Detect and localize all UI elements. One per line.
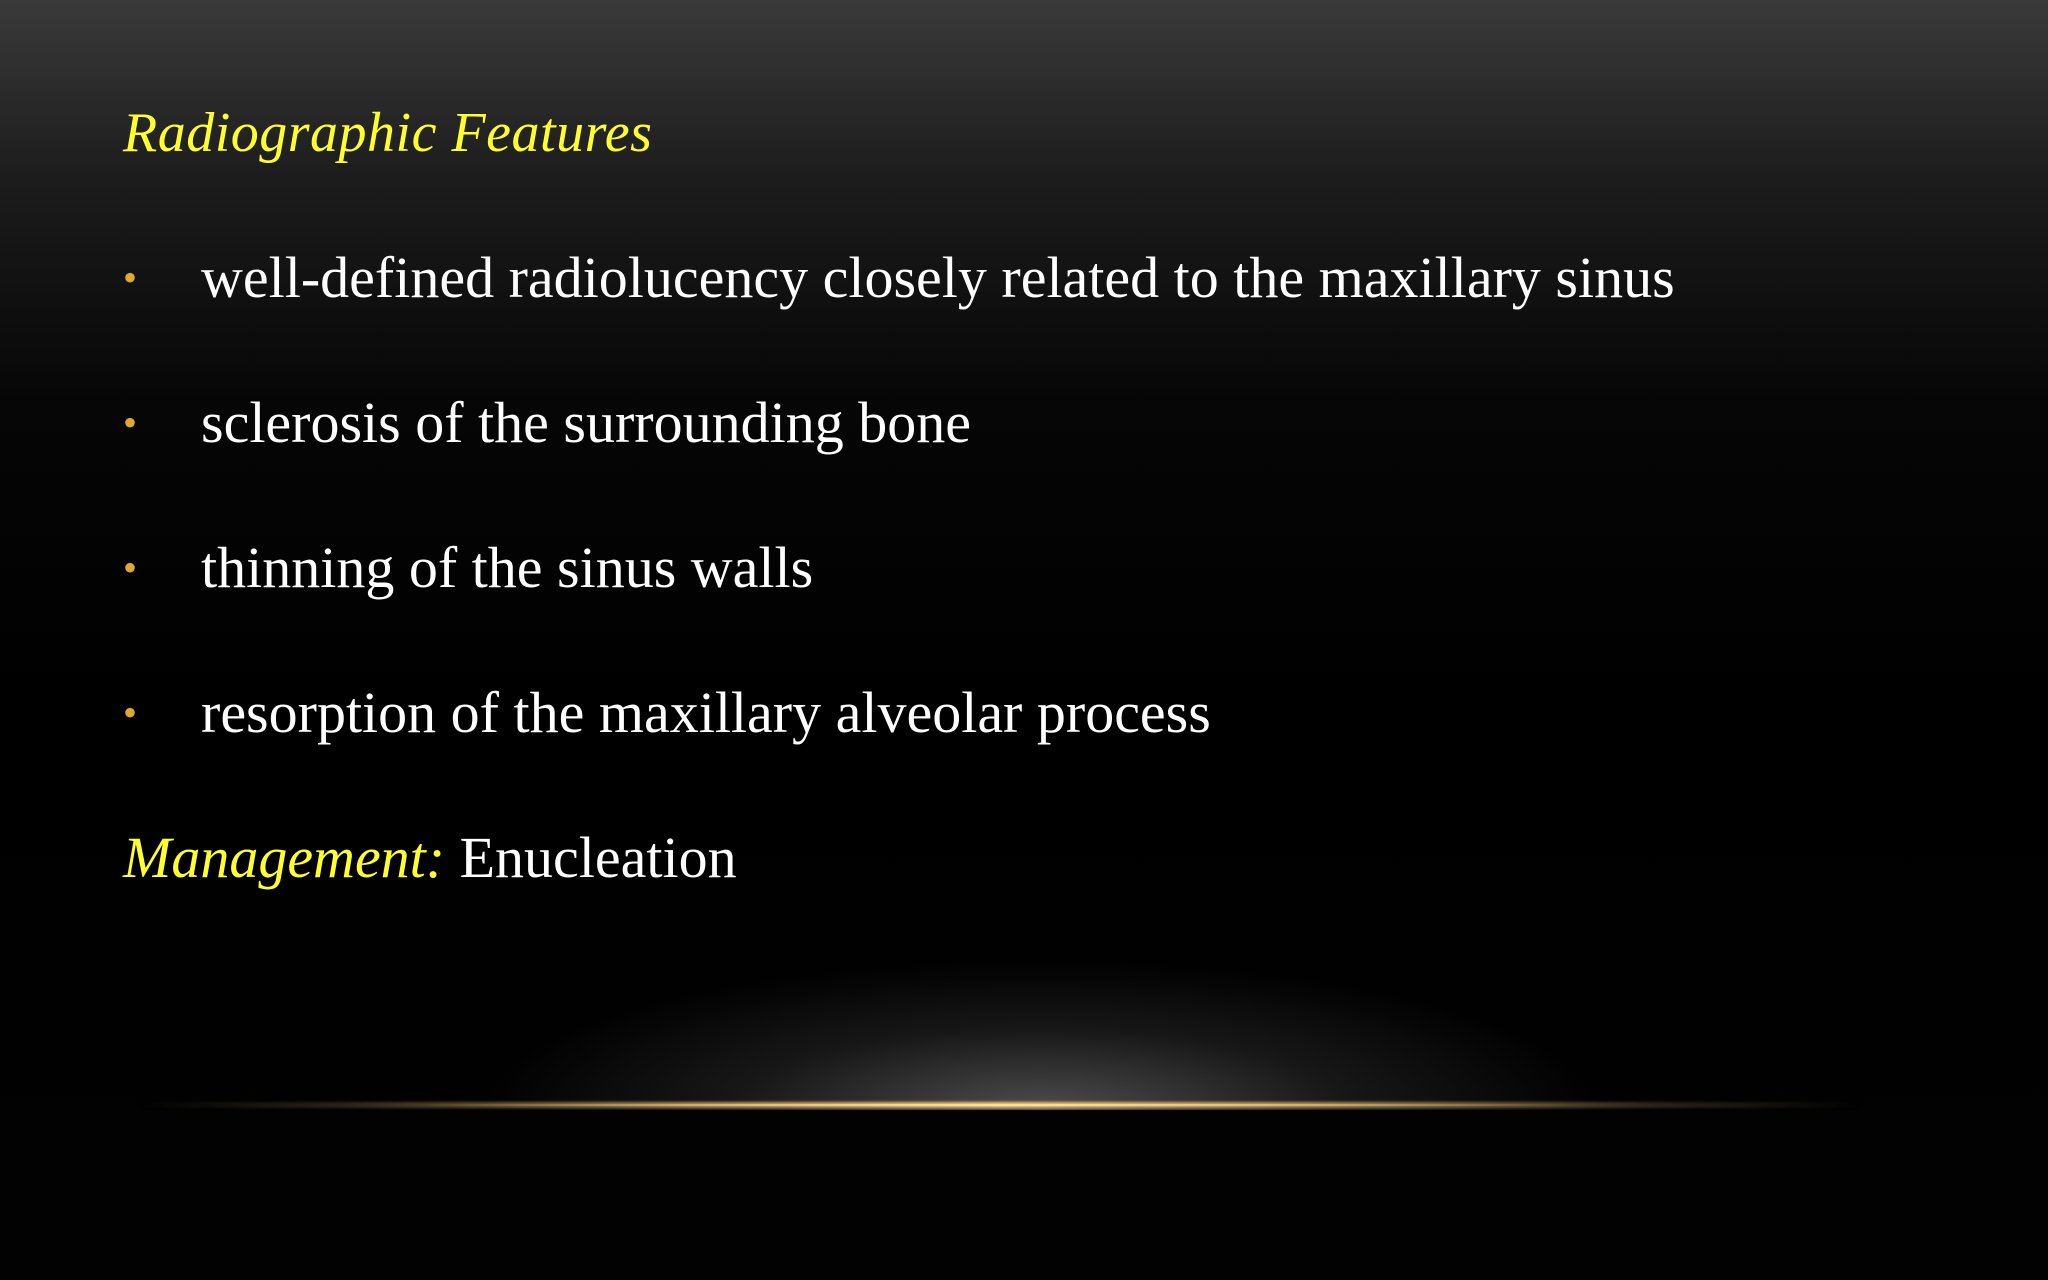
bullet-icon: • — [123, 255, 138, 300]
feature-list — [123, 243, 1675, 823]
management-value-text: Enucleation — [459, 825, 737, 890]
list-item — [123, 678, 1675, 823]
bullet-icon: • — [123, 400, 138, 445]
bottom-glow — [480, 960, 1600, 1110]
decorative-glow-line-core — [420, 1104, 1580, 1106]
list-item — [123, 243, 1675, 388]
list-item — [123, 533, 1675, 678]
list-item-text: resorption of the maxillary alveolar process — [201, 680, 1211, 745]
bullet-icon: • — [123, 545, 138, 590]
management-line — [123, 823, 737, 893]
list-item-text: sclerosis of the surrounding bone — [201, 390, 971, 455]
bullet-icon: • — [123, 690, 138, 735]
list-item-text: well-defined radiolucency closely related to the maxillary sinus — [201, 245, 1675, 310]
section-heading: Radiographic Features — [123, 102, 653, 164]
management-label: Management: — [123, 825, 446, 890]
management-value — [460, 825, 737, 890]
list-item — [123, 388, 1675, 533]
list-item-text: thinning of the sinus walls — [201, 535, 814, 600]
